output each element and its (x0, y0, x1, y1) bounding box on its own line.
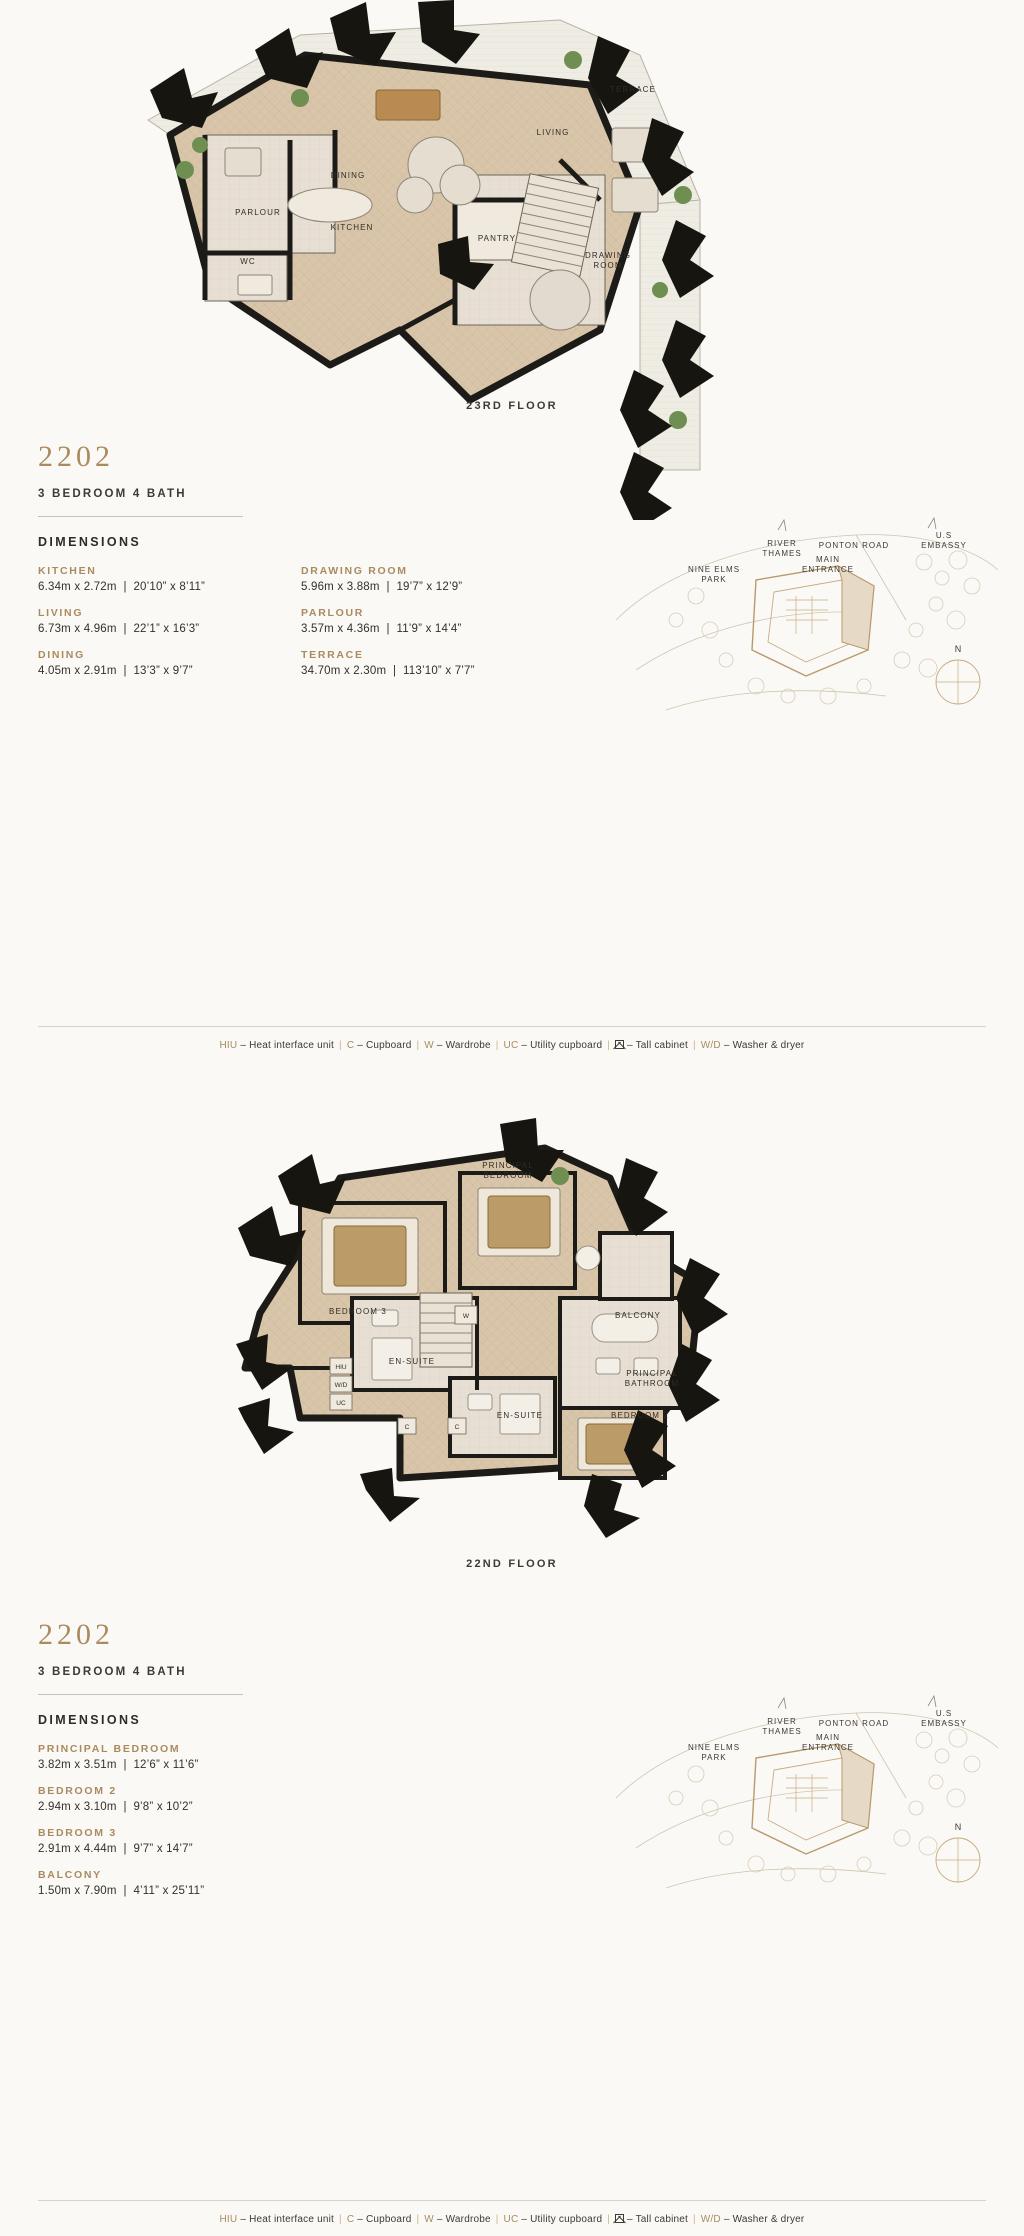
key-separator: | (495, 1040, 499, 1051)
site-label-river: RIVER (767, 539, 797, 548)
dimension-value: 2.91m x 4.44m | 9’7” x 14’7” (38, 1843, 193, 1855)
key-desc: – Tall cabinet (627, 1040, 689, 1051)
key-separator: | (495, 2214, 499, 2225)
room-label: PARLOUR (235, 208, 281, 217)
tall-cabinet-icon (615, 2214, 624, 2223)
key-separator: | (607, 2214, 611, 2225)
key-abbr: HIU (219, 2214, 238, 2225)
key-abbr: UC (503, 1040, 519, 1051)
site-label-ponton-road: PONTON ROAD (818, 541, 890, 550)
dimension-item (38, 1785, 253, 1813)
room-label: PRINCIPAL (482, 1161, 534, 1170)
key-desc: – Wardrobe (436, 2214, 491, 2225)
room-label: BEDROOM 2 (611, 1411, 669, 1420)
dimension-name: TERRACE (301, 649, 364, 661)
dimension-value: 6.34m x 2.72m | 20’10” x 8’11” (38, 581, 206, 593)
site-label-thames: THAMES (762, 549, 802, 558)
dimension-name: BEDROOM 3 (38, 1827, 117, 1839)
dimension-metric: 6.73m x 4.96m (38, 623, 117, 635)
site-label-thames: THAMES (762, 1727, 802, 1736)
dimension-item (38, 607, 253, 635)
annotation-wd: W/D (334, 1382, 348, 1389)
compass-north-label: N (954, 644, 962, 654)
dimensions-title: DIMENSIONS (38, 535, 142, 549)
dimension-imperial: 20’10” x 8’11” (133, 581, 206, 593)
abbreviation-key-22nd (0, 2214, 1024, 2225)
room-label: PANTRY (477, 234, 517, 243)
key-divider (38, 2200, 986, 2201)
key-desc: – Utility cupboard (521, 2214, 603, 2225)
dimension-imperial: 9’7” x 14’7” (133, 1843, 193, 1855)
key-abbr: C (346, 1040, 355, 1051)
floor-label-23rd: 23RD FLOOR (466, 400, 558, 412)
dimension-name: KITCHEN (38, 565, 97, 577)
key-divider (38, 1026, 986, 1027)
dimension-item (38, 1869, 253, 1897)
dimension-metric: 3.57m x 4.36m (301, 623, 380, 635)
key-separator: | (693, 1040, 696, 1051)
site-label-entrance: ENTRANCE (801, 565, 855, 574)
key-desc: – Washer & dryer (723, 2214, 805, 2225)
key-desc: – Tall cabinet (627, 2214, 689, 2225)
dimension-metric: 4.05m x 2.91m (38, 665, 117, 677)
dimensions-column-left (38, 1743, 253, 1911)
dimension-metric: 1.50m x 7.90m (38, 1885, 117, 1897)
tall-cabinet-icon (615, 1040, 624, 1049)
key-abbr: C (346, 2214, 355, 2225)
abbreviation-key-23rd (0, 1040, 1024, 1051)
site-label-park: PARK (701, 575, 727, 584)
site-map-arrows (778, 518, 936, 531)
dimensions-column-left (38, 565, 253, 691)
site-label-embassy: EMBASSY (921, 1719, 967, 1728)
floorplan-sheet-22nd (0, 1118, 1024, 2236)
dimension-item (38, 649, 253, 677)
key-desc: – Utility cupboard (521, 1040, 603, 1051)
dimension-imperial: 9’8” x 10’2” (133, 1801, 193, 1813)
divider (38, 1694, 243, 1695)
zone-balcony (600, 1233, 672, 1299)
key-desc: – Cupboard (357, 1040, 412, 1051)
dimension-imperial: 113’10” x 7’7” (403, 665, 475, 677)
dimensions-columns (38, 565, 598, 691)
dimension-value: 1.50m x 7.90m | 4’11” x 25’11” (38, 1885, 205, 1897)
dimension-value: 6.73m x 4.96m | 22’1” x 16’3” (38, 623, 200, 635)
room-label: DRAWING (584, 251, 632, 260)
annotation-cupboard: C (454, 1424, 460, 1431)
dimension-imperial: 19’7” x 12’9” (396, 581, 463, 593)
dimension-item (38, 1743, 253, 1771)
dimension-imperial: 13’3” x 9’7” (133, 665, 193, 677)
dimension-value: 34.70m x 2.30m | 113’10” x 7’7” (301, 665, 475, 677)
annotation-wardrobe: W (462, 1313, 470, 1320)
key-separator: | (416, 2214, 420, 2225)
site-map-roads (616, 1713, 998, 1888)
dimension-value: 5.96m x 3.88m | 19’7” x 12’9” (301, 581, 463, 593)
dimension-imperial: 4’11” x 25’11” (133, 1885, 205, 1897)
divider (38, 516, 243, 517)
key-separator: | (416, 1040, 420, 1051)
room-label: WC (240, 257, 256, 266)
dimension-name: PRINCIPAL BEDROOM (38, 1743, 181, 1755)
site-map-svg (606, 500, 1006, 730)
dimension-item (38, 565, 253, 593)
site-label-nine-elms: NINE ELMS (687, 1743, 741, 1752)
site-map-23rd (606, 500, 1006, 730)
room-label: BALCONY (615, 1311, 661, 1320)
key-abbr: HIU (219, 1040, 238, 1051)
site-map-arrows (778, 1696, 936, 1709)
dimension-name: DINING (38, 649, 85, 661)
dimension-metric: 34.70m x 2.30m (301, 665, 387, 677)
dimension-item (301, 607, 516, 635)
dimension-imperial: 11’9” x 14’4” (396, 623, 462, 635)
unit-info-23rd (38, 440, 598, 691)
key-separator: | (339, 2214, 342, 2225)
unit-number: 2202 (38, 1618, 114, 1651)
key-abbr: W (424, 2214, 434, 2225)
dimensions-title: DIMENSIONS (38, 1713, 142, 1727)
compass-rose (936, 644, 980, 704)
dimension-name: BEDROOM 2 (38, 1785, 117, 1797)
site-label-main: MAIN (816, 1733, 840, 1742)
site-map-22nd (606, 1678, 1006, 1908)
site-label-ponton-road: PONTON ROAD (818, 1719, 890, 1728)
annotation-uc: UC (336, 1400, 346, 1407)
dimension-metric: 2.94m x 3.10m (38, 1801, 117, 1813)
annotation-cupboard: C (404, 1424, 410, 1431)
dimension-value: 3.82m x 3.51m | 12’6” x 11’6” (38, 1759, 199, 1771)
room-label: BATHROOM (624, 1379, 680, 1388)
compass-north-label: N (954, 1822, 962, 1832)
dimension-name: PARLOUR (301, 607, 365, 619)
unit-info-22nd (38, 1618, 598, 1911)
compass-rose (936, 1822, 980, 1882)
key-abbr: W (424, 1040, 434, 1051)
tower-footprint (752, 1744, 874, 1854)
key-abbr: W/D (700, 2214, 721, 2225)
dimension-name: BALCONY (38, 1869, 102, 1881)
room-label: KITCHEN (330, 223, 374, 232)
dimension-item (301, 565, 516, 593)
unit-subtitle: 3 BEDROOM 4 BATH (38, 1666, 187, 1678)
dimensions-columns (38, 1743, 598, 1911)
dimension-value: 4.05m x 2.91m | 13’3” x 9’7” (38, 665, 193, 677)
staircase-22 (420, 1293, 472, 1367)
site-label-park: PARK (701, 1753, 727, 1762)
room-label: LIVING (536, 128, 570, 137)
unit-number: 2202 (38, 440, 114, 473)
unit-subtitle: 3 BEDROOM 4 BATH (38, 488, 187, 500)
key-desc: – Heat interface unit (240, 1040, 335, 1051)
dimension-metric: 6.34m x 2.72m (38, 581, 117, 593)
dimension-imperial: 12’6” x 11’6” (133, 1759, 199, 1771)
key-desc: – Heat interface unit (240, 2214, 335, 2225)
dimension-metric: 3.82m x 3.51m (38, 1759, 117, 1771)
room-label: ROOM (593, 261, 623, 270)
site-label-main: MAIN (816, 555, 840, 564)
dimension-name: LIVING (38, 607, 84, 619)
site-label-us: U.S (935, 1709, 953, 1718)
key-separator: | (607, 1040, 611, 1051)
dimension-name: DRAWING ROOM (301, 565, 408, 577)
site-label-us: U.S (935, 531, 953, 540)
tower-footprint (752, 566, 874, 676)
site-label-nine-elms: NINE ELMS (687, 565, 741, 574)
key-separator: | (693, 2214, 696, 2225)
room-label: EN-SUITE (388, 1357, 436, 1366)
key-abbr: UC (503, 2214, 519, 2225)
floorplan-drawing-22nd (0, 1118, 1024, 1618)
dimension-item (301, 649, 516, 677)
dimension-value: 2.94m x 3.10m | 9’8” x 10’2” (38, 1801, 193, 1813)
key-desc: – Wardrobe (436, 1040, 491, 1051)
dimension-metric: 5.96m x 3.88m (301, 581, 380, 593)
page-edge (1018, 0, 1024, 2236)
dimension-item (38, 1827, 253, 1855)
site-label-river: RIVER (767, 1717, 797, 1726)
dimensions-column-right (301, 1743, 516, 1911)
site-map-svg-2 (606, 1678, 1006, 1908)
dimension-value: 3.57m x 4.36m | 11’9” x 14’4” (301, 623, 462, 635)
site-map-roads (616, 535, 998, 710)
site-label-entrance: ENTRANCE (801, 1743, 855, 1752)
room-label: TERRACE (610, 85, 656, 94)
key-desc: – Cupboard (357, 2214, 412, 2225)
dimension-imperial: 22’1” x 16’3” (133, 623, 200, 635)
key-abbr: W/D (700, 1040, 721, 1051)
floor-label-22nd: 22ND FLOOR (466, 1558, 558, 1570)
annotation-hiu: HIU (335, 1364, 347, 1371)
site-label-embassy: EMBASSY (921, 541, 967, 550)
dimension-metric: 2.91m x 4.44m (38, 1843, 117, 1855)
key-desc: – Washer & dryer (723, 1040, 805, 1051)
dimensions-column-right (301, 565, 516, 691)
room-label: PRINCIPAL (626, 1369, 678, 1378)
room-label: DINING (330, 171, 366, 180)
room-label: BEDROOM 3 (329, 1307, 387, 1316)
key-separator: | (339, 1040, 342, 1051)
room-label: EN-SUITE (496, 1411, 544, 1420)
room-label: BEDROOM (483, 1171, 533, 1180)
floorplan-svg-22nd (0, 1118, 1024, 1568)
